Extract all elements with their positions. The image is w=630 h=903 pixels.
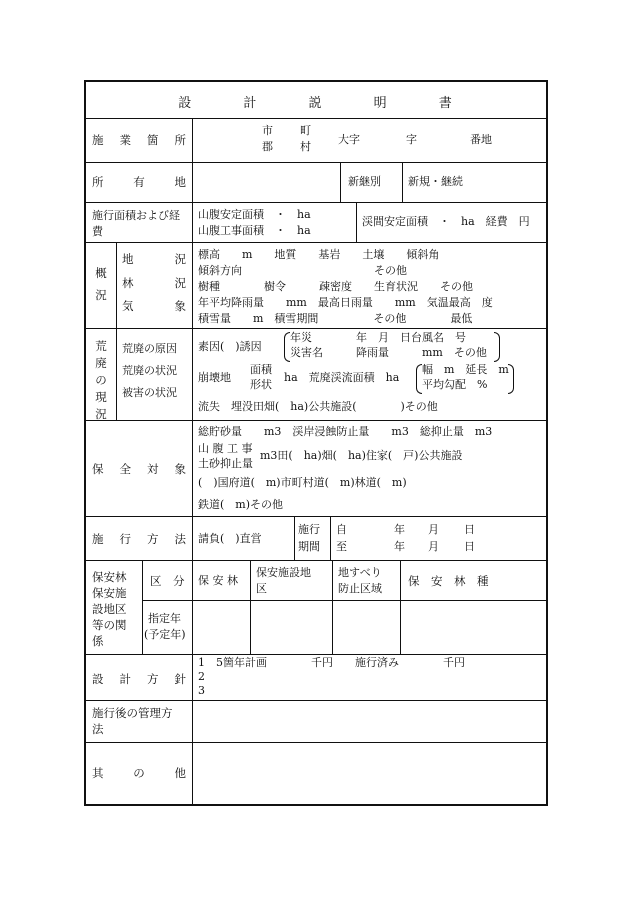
- devastation-sub-status: 荒廃の状況: [122, 364, 177, 377]
- other-label: 其 の 他: [92, 766, 186, 780]
- location-machi: 町: [300, 124, 311, 137]
- location-aza: 大字: [338, 133, 360, 146]
- new-continue-value: 新規・継続: [408, 175, 463, 188]
- management-label-2: 法: [92, 722, 104, 736]
- reserve-col-facility-2: 区: [256, 582, 267, 595]
- location-banchi: 番地: [470, 133, 492, 146]
- policy-line-2: 2: [198, 670, 205, 683]
- overview-sub-weather: 気 象: [122, 299, 186, 313]
- method-label: 施 行 方 法: [92, 532, 186, 546]
- designated-year-label-1: 指定年: [148, 612, 181, 625]
- damage-line: 流失 埋没田畑( ha)公共施設( )その他: [198, 400, 438, 413]
- overview-sub-forest: 林 況: [122, 276, 186, 290]
- period-from-year: 年: [394, 523, 405, 536]
- reserve-label-4: 等の関: [92, 618, 127, 632]
- reserve-col-landslide-1: 地すべり: [338, 566, 382, 579]
- form-title: 設 計 説 明 書: [178, 96, 454, 111]
- new-continue-label: 新継別: [348, 175, 381, 188]
- valley-stable-area-cost: 渓間安定面積 ・ ha 経費 円: [362, 215, 530, 228]
- location-shi: 市: [262, 124, 273, 137]
- period-from-day: 日: [464, 523, 475, 536]
- reserve-label-3: 設地区: [92, 602, 127, 616]
- cause-bracket-line-2: 災害名 降雨量 mm その他: [290, 346, 487, 359]
- protection-label: 保 全 対 象: [92, 462, 186, 476]
- overview-line-4: 年平均降雨量 mm 最高日雨量 mm 気温最高 度: [198, 296, 493, 309]
- devastation-label: 荒廃の現況: [95, 339, 107, 421]
- reserve-label-5: 係: [92, 634, 104, 648]
- cause-prefix: 素因( )誘因: [198, 340, 262, 353]
- reserve-kubun: 区 分: [150, 574, 185, 588]
- collapse-label: 崩壊地: [198, 371, 231, 384]
- policy-label: 設 計 方 針: [92, 672, 186, 686]
- location-label: 施 業 箇 所: [92, 133, 186, 147]
- overview-line-3: 樹種 樹令 疎密度 生育状況 その他: [198, 280, 473, 293]
- period-from-month: 月: [428, 523, 439, 536]
- design-statement-form: [84, 80, 548, 806]
- width-bracket-right: [508, 364, 514, 394]
- period-from: 自: [336, 523, 347, 536]
- owner-field[interactable]: [194, 164, 338, 200]
- cause-bracket-line-1: 年災 年 月 日台風名 号: [290, 331, 466, 344]
- period-to: 至: [336, 540, 347, 553]
- location-ji: 字: [406, 133, 417, 146]
- overview-line-1: 標高 m 地質 基岩 土壌 傾斜角: [198, 248, 440, 261]
- reserve-col-forest: 保 安 林: [198, 574, 238, 587]
- average-slope-text: 平均勾配 %: [422, 378, 488, 391]
- overview-line-2: 傾斜方向 その他: [198, 264, 407, 277]
- protection-line-2: m3田( ha)畑( ha)住家( 戸)公共施設: [260, 449, 463, 462]
- reserve-label-1: 保安林: [92, 570, 127, 584]
- collapse-area-label: 面積: [250, 363, 272, 376]
- slope-work-area: 山腹工事面積 ・ ha: [198, 224, 311, 237]
- width-length-text: 幅 m 延長 m: [422, 363, 509, 376]
- period-to-month: 月: [428, 540, 439, 553]
- reserve-col-facility-1: 保安施設地: [256, 566, 311, 579]
- protection-slope-work: 山 腹 工 事: [198, 442, 253, 455]
- cause-bracket-right: [494, 332, 500, 362]
- reserve-label-2: 保安施: [92, 586, 127, 600]
- collapse-shape-label: 形状: [250, 378, 272, 391]
- location-mura: 村: [300, 140, 311, 153]
- period-label-2: 期間: [298, 540, 320, 553]
- overview-label: 概況: [95, 266, 107, 302]
- period-to-year: 年: [394, 540, 405, 553]
- devastation-sub-cause: 荒廃の原因: [122, 342, 177, 355]
- area-label: 施行面積および経費: [92, 209, 180, 238]
- protection-sediment: 土砂抑止量: [198, 457, 253, 470]
- method-value: 請負( )直営: [198, 532, 262, 545]
- policy-line-3: 3: [198, 684, 205, 697]
- period-to-day: 日: [464, 540, 475, 553]
- designated-year-label-2: (予定年): [144, 628, 186, 641]
- collapse-ha-text: ha 荒廃渓流面積 ha: [284, 371, 400, 384]
- protection-line-4: 鉄道( m)その他: [198, 498, 284, 511]
- overview-sub-terrain: 地 況: [122, 252, 186, 266]
- reserve-col-forest-type: 保 安 林 種: [408, 574, 489, 588]
- devastation-sub-damage: 被害の状況: [122, 386, 177, 399]
- slope-stable-area: 山腹安定面積 ・ ha: [198, 208, 311, 221]
- owner-label: 所 有 地: [92, 175, 186, 189]
- overview-line-5: 積雪量 m 積雪期間 その他 最低: [198, 312, 473, 325]
- protection-line-3: ( )国府道( m)市町村道( m)林道( m): [198, 476, 407, 489]
- period-label-1: 施行: [298, 523, 320, 536]
- location-gun: 郡: [262, 140, 273, 153]
- protection-line-1: 総貯砂量 m3 渓岸浸蝕防止量 m3 総抑止量 m3: [198, 425, 493, 438]
- management-label-1: 施行後の管理方: [92, 706, 173, 720]
- reserve-col-landslide-2: 防止区域: [338, 582, 382, 595]
- policy-line-1: 1 5箇年計画 千円 施行済み 千円: [198, 656, 465, 669]
